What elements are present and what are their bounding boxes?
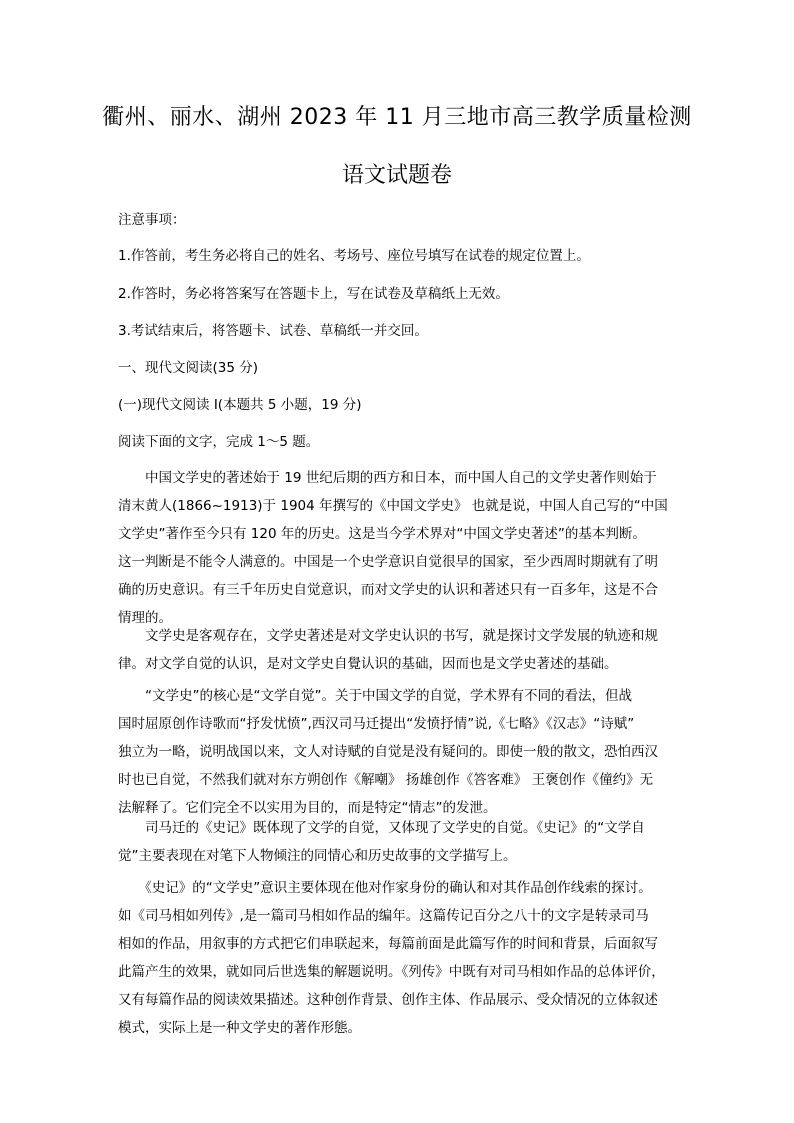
paragraph-line: 国时屈原创作诗歌而“抒发忧愤”,西汉司马迁提出“发愤抒情”说,《七略》《汉志》“诗赋” bbox=[118, 716, 635, 732]
notes-heading: 注意事项： bbox=[118, 212, 186, 228]
paragraph-line: 觉”主要表现在对笔下人物倾注的同情心和历史故事的文学描写上。 bbox=[118, 848, 517, 864]
paragraph-line: 《史记》的“文学史”意识主要体现在他对作家身份的确认和对其作品创作线索的探讨。 bbox=[118, 880, 652, 896]
passage-paragraph-3 bbox=[118, 682, 688, 822]
paragraph-line: 确的历史意识。有三千年历史自觉意识，而对文学史的认识和著述只有一百多年，这是不合 bbox=[118, 582, 658, 598]
paragraph-line: 中国文学史的著述始于 19 世纪后期的西方和日本，而中国人自己的文学史著作则始于 bbox=[118, 470, 657, 486]
passage-paragraph-1 bbox=[118, 464, 688, 632]
paragraph-line: 司马迁的《史记》既体现了文学的自觉，又体现了文学史的自觉。《史记》的“文学自 bbox=[118, 820, 645, 836]
paragraph-line: 律。对文学自觉的认识，是对文学史自覺认识的基础，因而也是文学史著述的基础。 bbox=[118, 656, 618, 672]
note-item-2: 2.作答时，务必将答案写在答题卡上，写在试卷及草稿纸上无效。 bbox=[118, 286, 509, 302]
note-item-3: 3.考试结束后，将答题卡、试卷、草稿纸一并交回。 bbox=[118, 323, 428, 339]
exam-subtitle: 语文试题卷 bbox=[341, 163, 452, 188]
passage-paragraph-4 bbox=[118, 814, 688, 870]
paragraph-line: 文学史是客观存在，文学史著述是对文学史认识的书写，就是探讨文学发展的轨迹和规 bbox=[118, 628, 658, 644]
paragraph-line: 相如的作品，用叙事的方式把它们串联起来，每篇前面是此篇写作的时间和背景，后面叙写 bbox=[118, 936, 658, 952]
paragraph-line: 此篇产生的效果，就如同后世选集的解题说明。《列传》中既有对司马相如作品的总体评价， bbox=[118, 964, 665, 980]
section-title: 一、现代文阅读(35 分) bbox=[118, 360, 259, 376]
reading-instruction: 阅读下面的文字，完成 1～5 题。 bbox=[118, 434, 320, 450]
passage-paragraph-5 bbox=[118, 874, 688, 1042]
passage-paragraph-2 bbox=[118, 622, 688, 678]
paragraph-line: 清末黄人(1866~1913)于 1904 年撰写的《中国文学史》 也就是说，中国人自己写的“中国 bbox=[118, 498, 668, 514]
paragraph-line: 法解释了。它们完全不以实用为目的，而是特定“情志”的发泄。 bbox=[118, 800, 497, 816]
paragraph-line: 模式，实际上是一种文学史的著作形態。 bbox=[118, 1020, 361, 1036]
exam-title: 衢州、丽水、湖州 2023 年 11 月三地市高三教学质量检测 bbox=[102, 105, 692, 130]
paragraph-line: 如《司马相如列传》,是一篇司马相如作品的编年。这篇传记百分之八十的文字是转录司马 bbox=[118, 908, 649, 924]
paragraph-line: 文学史”著作至今只有 120 年的历史。这是当今学术界对“中国文学史著述”的基本判断。 bbox=[118, 526, 646, 542]
paragraph-line: “文学史”的核心是“文学自觉”。关于中国文学的自觉，学术界有不同的看法，但战 bbox=[118, 688, 632, 704]
note-item-1: 1.作答前，考生务必将自己的姓名、考场号、座位号填写在试卷的规定位置上。 bbox=[118, 248, 590, 264]
paragraph-line: 独立为一略，说明战国以来，文人对诗赋的自觉是没有疑问的。即使一般的散文，恐怕西汉 bbox=[118, 744, 658, 760]
paragraph-line: 情理的。 bbox=[118, 610, 172, 626]
paragraph-line: 这一判断是不能令人满意的。中国是一个史学意识自觉很早的国家，至少西周时期就有了明 bbox=[118, 554, 658, 570]
paragraph-line: 又有每篇作品的阅读效果描述。这种创作背景、创作主体、作品展示、受众情况的立体叙述 bbox=[118, 992, 658, 1008]
section-subtitle: (一)现代文阅读 I(本题共 5 小题，19 分) bbox=[118, 397, 362, 413]
paragraph-line: 时也已自觉，不然我们就对东方朔创作《解嘲》 扬雄创作《答客难》 王褒创作《僮约》无 bbox=[118, 772, 654, 788]
